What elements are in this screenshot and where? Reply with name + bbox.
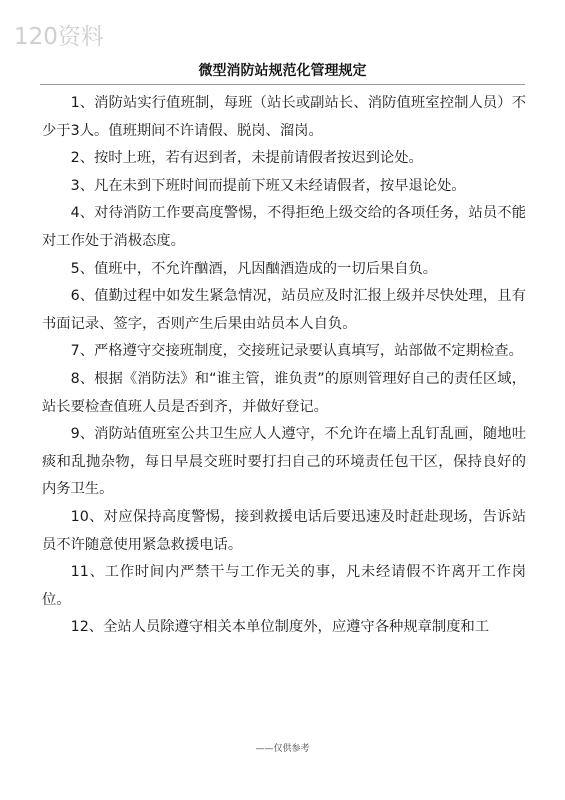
rules-list [42, 90, 526, 642]
rule-item-2: 2、按时上班，若有迟到者，未提前请假者按迟到论处。 [70, 150, 423, 167]
footer-note: ——仅供参考 [255, 744, 310, 754]
rule-item-4: 4、对待消防工作要高度警惕，不得拒绝上级交给的各项任务，站员不能对工作处于消极态度。 [42, 205, 526, 249]
rule-item-6: 6、值勤过程中如发生紧急情况，站员应及时汇报上级并尽快处理，且有书面记录、签字，否则产生后果由站员本人自负。 [42, 288, 526, 332]
title-divider [40, 84, 525, 85]
rule-item-1: 1、消防站实行值班制，每班（站长或副站长、消防值班室控制人员）不少于3人。值班期间不许请假、脱岗、溜岗。 [42, 95, 526, 139]
rule-item-8: 8、根据《消防法》和“谁主管，谁负责”的原则管理好自己的责任区域，站长要检查值班人员是否到齐，并做好登记。 [42, 370, 526, 415]
rule-item-10: 10、对应保持高度警惕，接到救援电话后要迅速及时赶赴现场，告诉站员不许随意使用紧急救援电话。 [42, 508, 526, 553]
rule-item-7: 7、严格遵守交接班制度，交接班记录要认真填写，站部做不定期检查。 [70, 343, 523, 360]
document-title: 微型消防站规范化管理规定 [198, 63, 367, 79]
rule-item-12: 12、全站人员除遵守相关本单位制度外，应遵守各种规章制度和工 [70, 619, 490, 636]
watermark: 120资料 [14, 24, 104, 50]
rule-item-3: 3、凡在未到下班时间而提前下班又未经请假者，按早退论处。 [70, 177, 466, 194]
rule-item-5: 5、值班中，不允许酗酒，凡因酗酒造成的一切后果自负。 [70, 260, 438, 277]
rule-item-9: 9、消防站值班室公共卫生应人人遵守，不允许在墙上乱钉乱画，随地吐痰和乱抛杂物，每日早晨交班时要打扫自己的环境责任包干区，保持良好的内务卫生。 [42, 426, 526, 498]
rule-item-11: 11、工作时间内严禁干与工作无关的事，凡未经请假不许离开工作岗位。 [42, 564, 526, 608]
